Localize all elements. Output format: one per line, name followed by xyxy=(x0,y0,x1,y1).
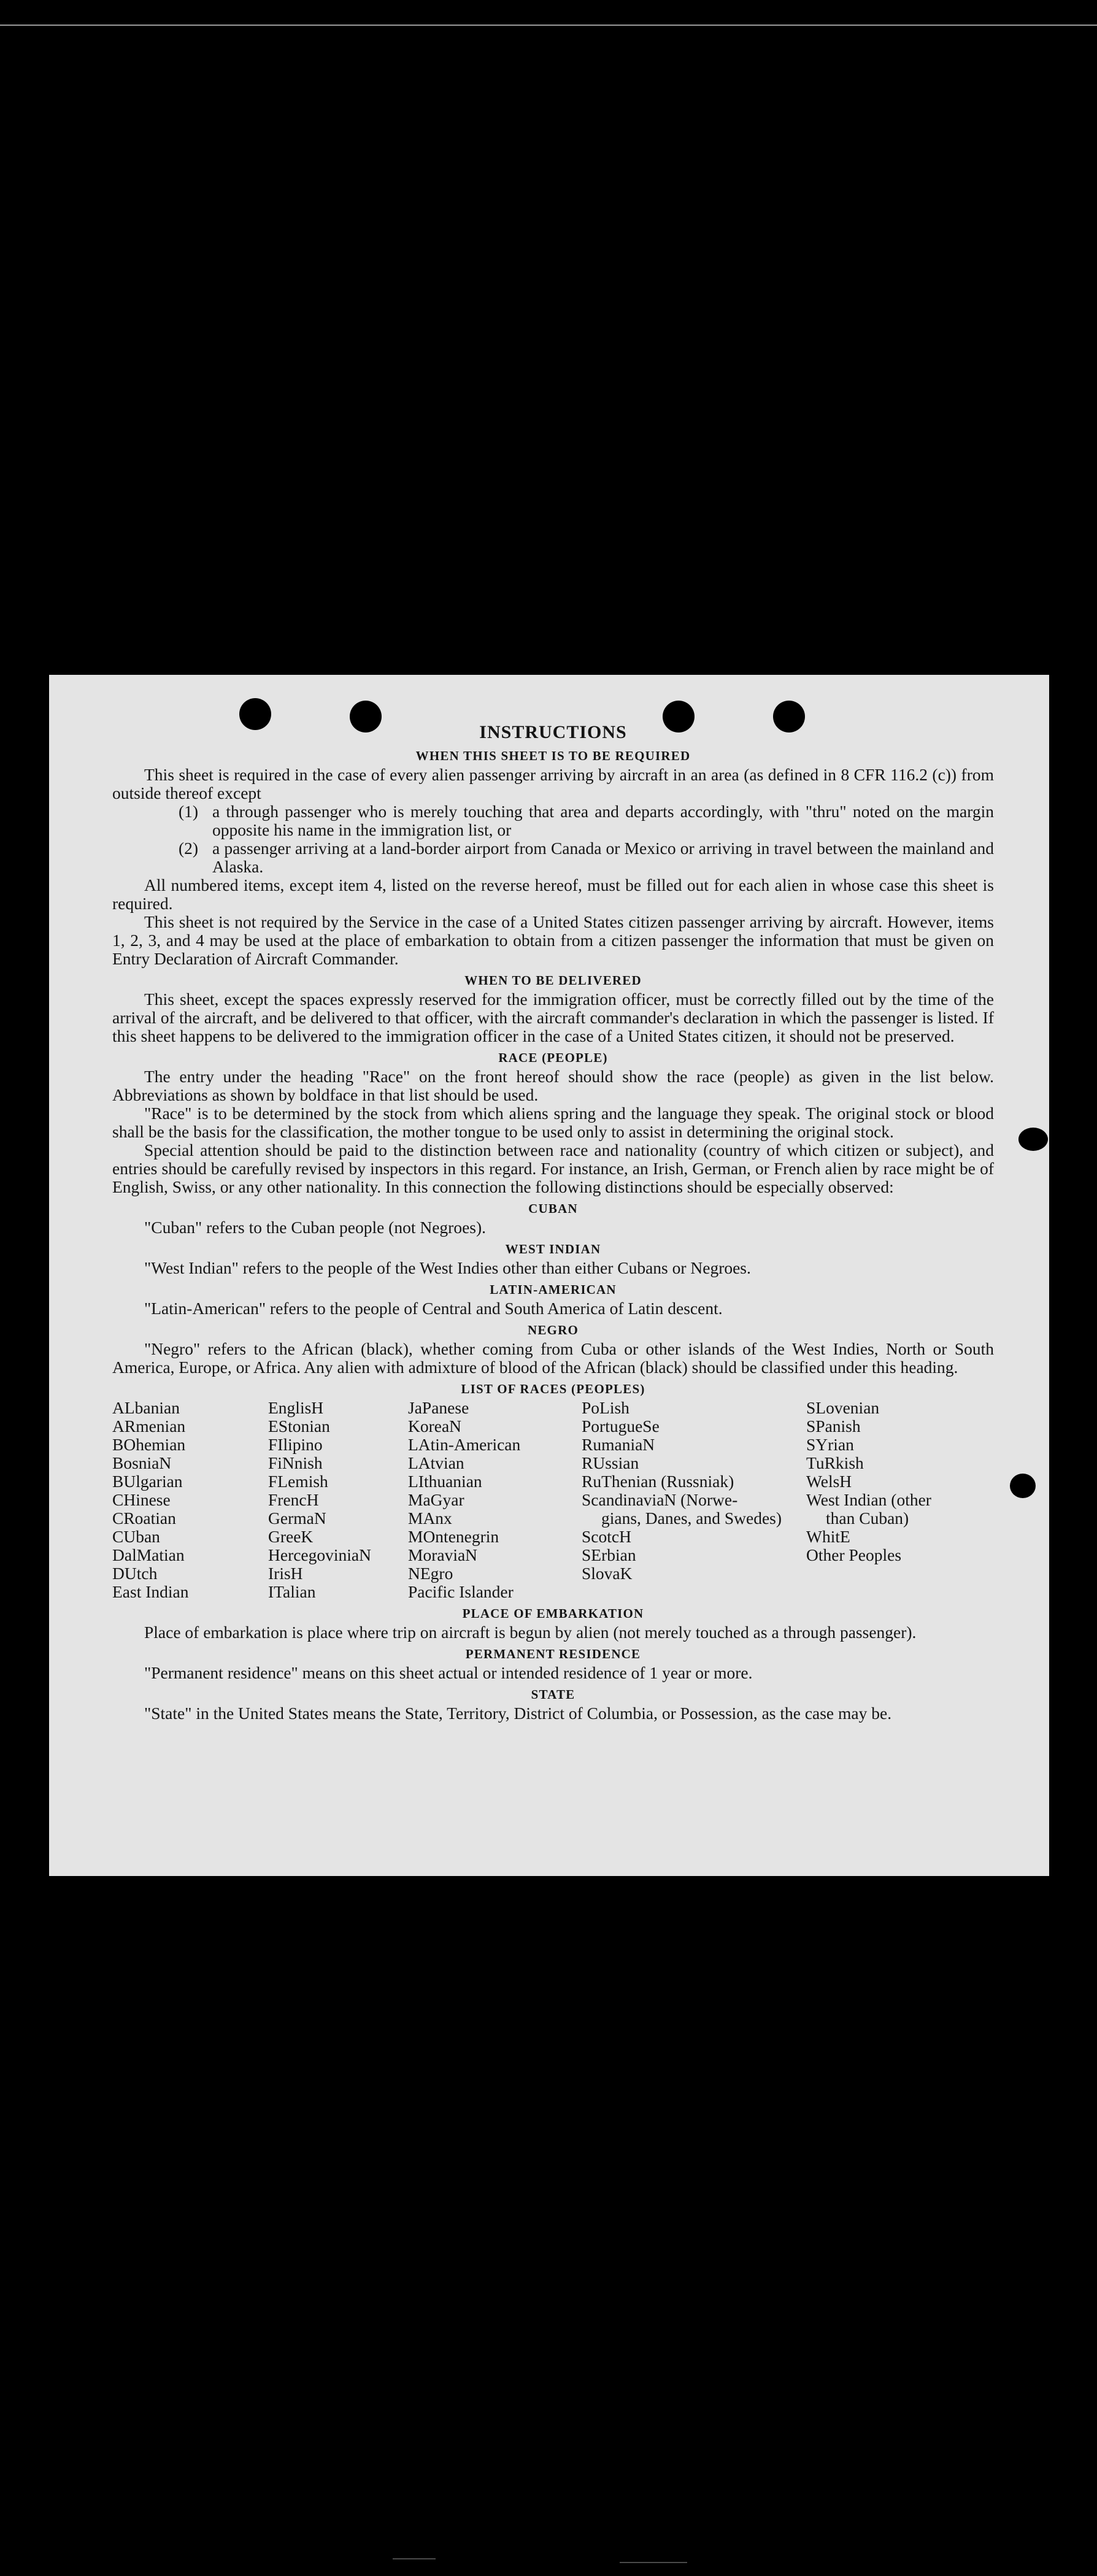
race-item: BosniaN xyxy=(112,1453,172,1472)
race-item: RumaniaN xyxy=(582,1435,655,1454)
race-item-continuation: than Cuban) xyxy=(826,1509,909,1528)
exception-item xyxy=(179,802,994,839)
heading-place-of-embarkation: PLACE OF EMBARKATION xyxy=(462,1606,644,1621)
paragraph: "Latin-American" refers to the people of Central and South America of Latin descent. xyxy=(144,1299,723,1318)
race-item: WhitE xyxy=(806,1527,850,1546)
race-item: DalMatian xyxy=(112,1545,185,1564)
race-item: ARmenian xyxy=(112,1417,186,1436)
item-number: (2) xyxy=(179,839,199,858)
race-item: CUban xyxy=(112,1527,160,1546)
race-item: FIlipino xyxy=(268,1435,323,1454)
race-item: ScandinaviaN (Norwe- xyxy=(582,1490,738,1509)
punch-hole xyxy=(239,698,271,730)
exception-item xyxy=(179,839,994,876)
heading-when-delivered: WHEN TO BE DELIVERED xyxy=(464,973,642,988)
heading-negro: NEGRO xyxy=(527,1323,579,1337)
race-item: SErbian xyxy=(582,1545,636,1564)
race-item: KoreaN xyxy=(408,1417,462,1436)
race-item: ITalian xyxy=(268,1582,316,1601)
paragraph: "Permanent residence" means on this sheet actual or intended residence of 1 year or more. xyxy=(144,1663,753,1682)
race-item: MAnx xyxy=(408,1509,452,1528)
race-item: SlovaK xyxy=(582,1564,633,1583)
paragraph: This sheet is not required by the Service in the case of a United States citizen passenger arriving by aircraft. However, items 1, 2, 3, and 4 may be used at the place of embarkation to obtain from a citizen passenger the information that must be given on Entry Declaration of Aircraft Commander. xyxy=(112,912,994,968)
race-item: SLovenian xyxy=(806,1398,880,1417)
paragraph: "West Indian" refers to the people of the West Indies other than either Cubans or Negroes. xyxy=(144,1258,751,1277)
race-item: Other Peoples xyxy=(806,1545,902,1564)
race-item: MoraviaN xyxy=(408,1545,478,1564)
heading-permanent-residence: PERMANENT RESIDENCE xyxy=(465,1647,641,1661)
margin-blot xyxy=(1018,1128,1048,1151)
item-text: a through passenger who is merely touching that area and departs accordingly, with "thru" noted on the margin opposite his name in the immigration list, or xyxy=(212,802,994,839)
paragraph: "Cuban" refers to the Cuban people (not Negroes). xyxy=(144,1218,487,1237)
race-column-4 xyxy=(582,1399,806,1601)
race-column-3 xyxy=(408,1399,582,1601)
race-item: Pacific Islander xyxy=(408,1582,514,1601)
race-column-5 xyxy=(806,1399,966,1601)
instruction-sheet xyxy=(49,675,1049,1876)
race-item: DUtch xyxy=(112,1564,158,1583)
race-item: JaPanese xyxy=(408,1398,469,1417)
film-scratch xyxy=(393,2558,436,2559)
race-item: RUssian xyxy=(582,1453,639,1472)
race-list xyxy=(112,1399,994,1601)
race-item: CRoatian xyxy=(112,1509,176,1528)
race-item: HercegoviniaN xyxy=(268,1545,371,1564)
paragraph: Place of embarkation is place where trip on aircraft is begun by alien (not merely touched as a through passenger). xyxy=(144,1623,917,1642)
heading-west-indian: WEST INDIAN xyxy=(505,1242,601,1256)
race-item: PoLish xyxy=(582,1398,629,1417)
heading-latin-american: LATIN-AMERICAN xyxy=(490,1282,617,1297)
race-item: SYrian xyxy=(806,1435,854,1454)
race-item: NEgro xyxy=(408,1564,453,1583)
race-item: East Indian xyxy=(112,1582,189,1601)
paragraph: "State" in the United States means the State, Territory, District of Columbia, or Possession, as the case may be. xyxy=(144,1704,892,1723)
race-item: GermaN xyxy=(268,1509,326,1528)
paragraph: "Negro" refers to the African (black), whether coming from Cuba or other islands of the West Indies, North or South America, Europe, or Africa. Any alien with admixture of blood of the African (black) should be classified under this heading. xyxy=(112,1339,994,1377)
race-item: IrisH xyxy=(268,1564,303,1583)
item-number: (1) xyxy=(179,802,199,821)
race-item: LAtin-American xyxy=(408,1435,521,1454)
paragraph: This sheet is required in the case of every alien passenger arriving by aircraft in an area (as defined in 8 CFR 116.2 (c)) from outside thereof except xyxy=(112,765,994,802)
punch-hole xyxy=(773,701,805,732)
heading-race: RACE (PEOPLE) xyxy=(498,1050,608,1065)
race-item: WelsH xyxy=(806,1472,852,1491)
paragraph: Special attention should be paid to the distinction between race and nationality (country of which citizen or subject), and entries should be carefully revised by inspectors in this regard. For instance, an Irish, German, or French alien by race might be of English, Swiss, or any other nationality. In this connection the following distinctions should be especially observed: xyxy=(112,1140,994,1196)
heading-state: STATE xyxy=(531,1687,575,1702)
race-item: ALbanian xyxy=(112,1398,180,1417)
race-item: EStonian xyxy=(268,1417,330,1436)
heading-when-required: WHEN THIS SHEET IS TO BE REQUIRED xyxy=(415,748,691,763)
film-scratch xyxy=(620,2562,687,2563)
punch-hole xyxy=(350,701,382,732)
paragraph: All numbered items, except item 4, listed on the reverse hereof, must be filled out for each alien in whose case this sheet is required. xyxy=(112,875,994,913)
race-item: LAtvian xyxy=(408,1453,464,1472)
heading-cuban: CUBAN xyxy=(528,1201,578,1216)
race-item: RuThenian (Russniak) xyxy=(582,1472,734,1491)
heading-list-of-races: LIST OF RACES (PEOPLES) xyxy=(461,1382,645,1396)
race-item-continuation: gians, Danes, and Swedes) xyxy=(601,1509,782,1528)
race-item: GreeK xyxy=(268,1527,314,1546)
race-item: West Indian (other xyxy=(806,1490,931,1509)
race-item: LIthuanian xyxy=(408,1472,482,1491)
race-column-2 xyxy=(268,1399,408,1601)
margin-blot xyxy=(1010,1474,1036,1498)
race-item: EnglisH xyxy=(268,1398,324,1417)
document-title: INSTRUCTIONS xyxy=(479,722,627,742)
race-item: CHinese xyxy=(112,1490,171,1509)
race-item: FLemish xyxy=(268,1472,328,1491)
race-item: FiNnish xyxy=(268,1453,323,1472)
paragraph: This sheet, except the spaces expressly reserved for the immigration officer, must be correctly filled out by the time of the arrival of the aircraft, and be delivered to that officer, with the aircraft commander's declaration in which the passenger is listed. If this sheet happens to be delivered to the immigration officer in the case of a United States citizen, it should not be preserved. xyxy=(112,990,994,1045)
punch-hole xyxy=(663,701,695,732)
paragraph: "Race" is to be determined by the stock from which aliens spring and the language they speak. The original stock or blood shall be the basis for the classification, the mother tongue to be used only to assist in determining the original stock. xyxy=(112,1104,994,1141)
race-item: SPanish xyxy=(806,1417,861,1436)
film-edge-line xyxy=(0,25,1097,26)
race-item: MaGyar xyxy=(408,1490,464,1509)
race-column-1 xyxy=(112,1399,268,1601)
race-item: TuRkish xyxy=(806,1453,864,1472)
race-item: PortugueSe xyxy=(582,1417,660,1436)
race-item: BOhemian xyxy=(112,1435,186,1454)
race-item: FrencH xyxy=(268,1490,319,1509)
race-item: BUlgarian xyxy=(112,1472,183,1491)
paragraph: The entry under the heading "Race" on the front hereof should show the race (people) as given in the list below. Abbreviations as shown by boldface in that list should be used. xyxy=(112,1067,994,1104)
item-text: a passenger arriving at a land-border airport from Canada or Mexico or arriving in travel between the mainland and Alaska. xyxy=(212,839,994,876)
race-item: MOntenegrin xyxy=(408,1527,499,1546)
race-item: ScotcH xyxy=(582,1527,631,1546)
